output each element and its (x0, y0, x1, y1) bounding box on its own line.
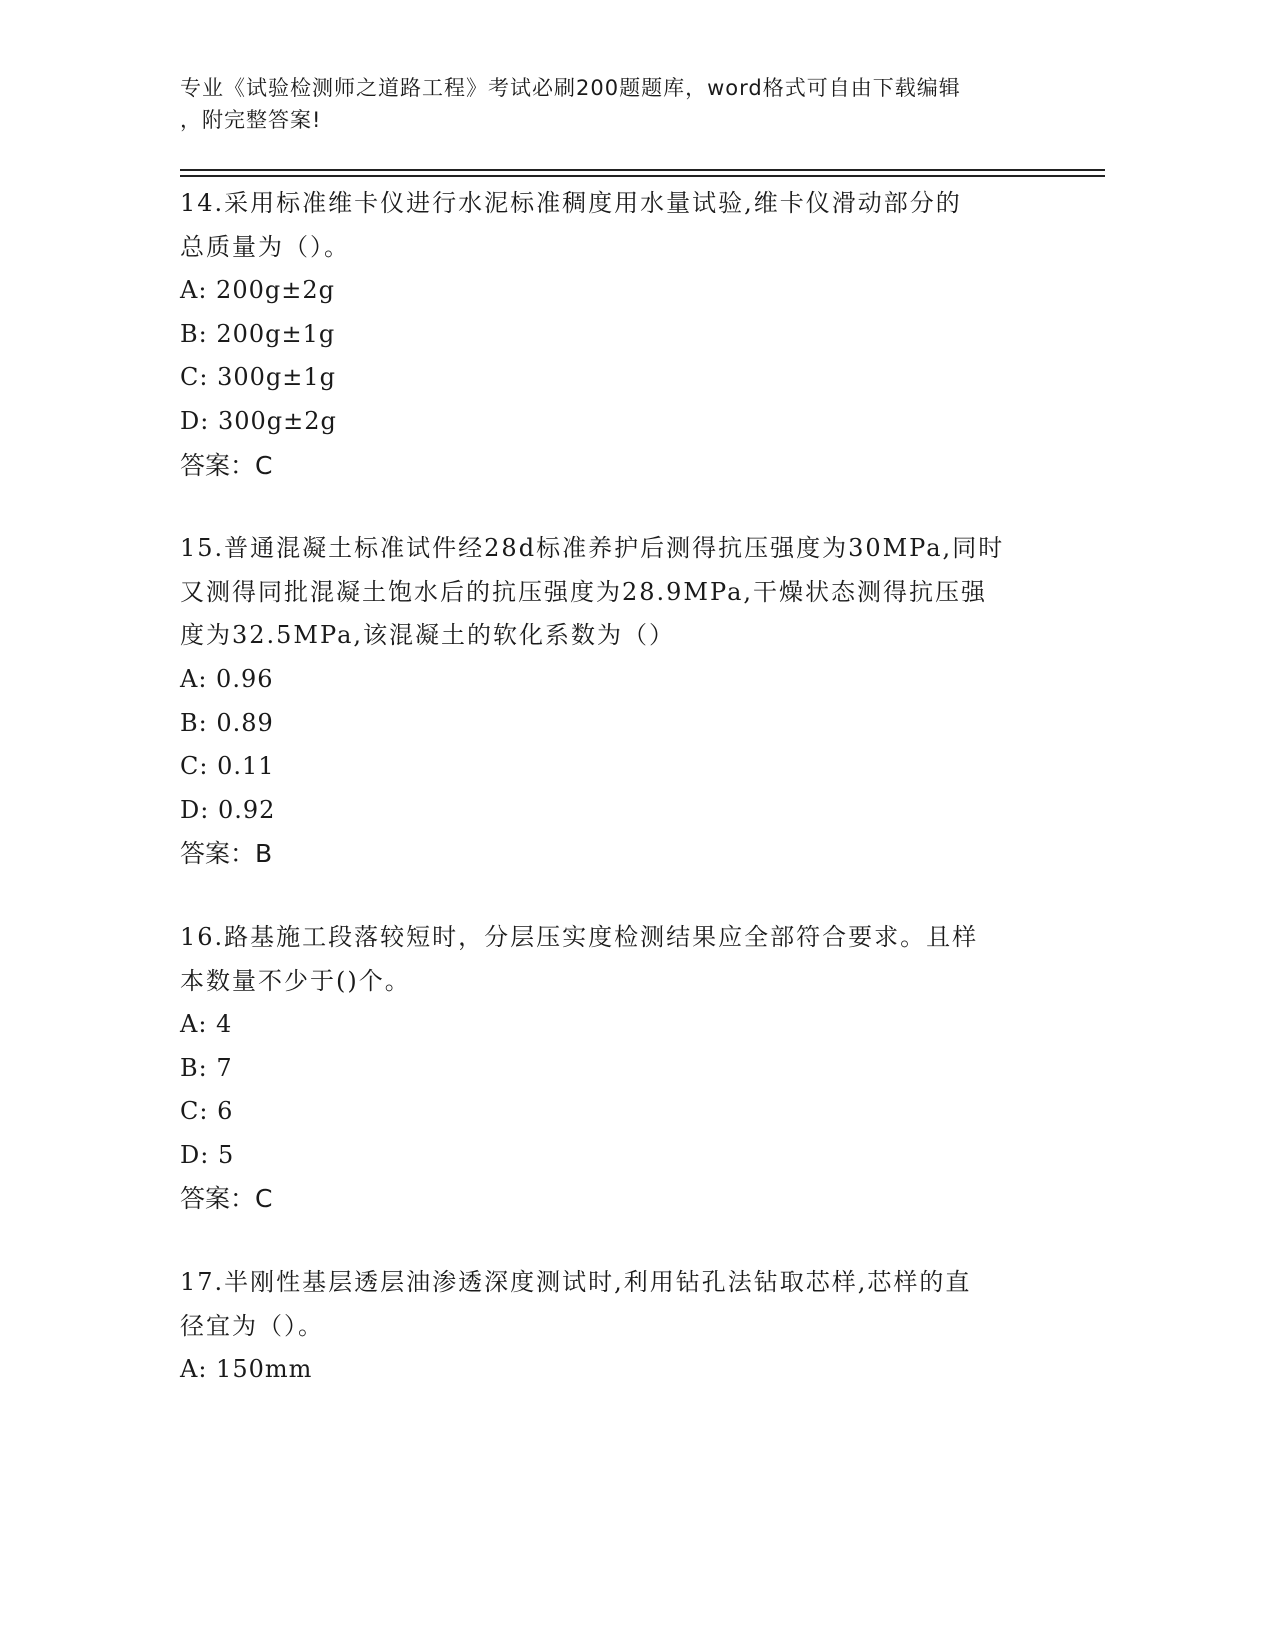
header-line-2: ，附完整答案! (180, 108, 322, 132)
question-text-line: 度为32.5MPa,该混凝土的软化系数为（） (180, 621, 676, 650)
header-line-1: 专业《试验检测师之道路工程》考试必刷200题题库，word格式可自由下载编辑 (180, 76, 961, 100)
option-d: D: 300g±2g (180, 406, 337, 435)
question-14 (180, 182, 1060, 487)
option-b: B: 7 (180, 1053, 233, 1082)
question-text-line: 径宜为（）。 (180, 1311, 324, 1340)
option-d: D: 5 (180, 1140, 235, 1169)
question-text-line: 14.采用标准维卡仪进行水泥标准稠度用水量试验,维卡仪滑动部分的 (180, 189, 962, 217)
answer-label: 答案：B (180, 839, 273, 869)
document-header (180, 72, 1040, 136)
answer-label: 答案：C (180, 1184, 273, 1214)
question-17 (180, 1261, 1060, 1392)
question-text-line: 17.半刚性基层透层油渗透深度测试时,利用钻孔法钻取芯样,芯样的直 (180, 1268, 972, 1297)
question-text-line: 本数量不少于()个。 (180, 966, 411, 995)
question-text-line: 15.普通混凝土标准试件经28d标准养护后测得抗压强度为30MPa,同时 (180, 534, 1005, 563)
header-divider-top (180, 169, 1105, 171)
question-15 (180, 527, 1060, 876)
option-a: A: 200g±2g (180, 276, 335, 305)
option-d: D: 0.92 (180, 795, 276, 824)
header-divider-bottom (180, 175, 1105, 177)
option-c: C: 6 (180, 1097, 234, 1126)
question-text-line: 总质量为（）。 (180, 232, 350, 261)
question-text-line: 16.路基施工段落较短时，分层压实度检测结果应全部符合要求。且样 (180, 922, 979, 951)
question-text-line: 又测得同批混凝土饱水后的抗压强度为28.9MPa,干燥状态测得抗压强 (180, 577, 988, 606)
option-b: B: 200g±1g (180, 319, 336, 348)
option-b: B: 0.89 (180, 708, 274, 737)
question-list (180, 182, 1060, 1432)
option-c: C: 0.11 (180, 752, 275, 781)
option-a: A: 0.96 (180, 664, 274, 693)
answer-label: 答案：C (180, 450, 273, 480)
option-a: A: 4 (180, 1010, 233, 1039)
question-16 (180, 916, 1060, 1221)
option-a: A: 150mm (180, 1355, 313, 1384)
option-c: C: 300g±1g (180, 363, 336, 392)
